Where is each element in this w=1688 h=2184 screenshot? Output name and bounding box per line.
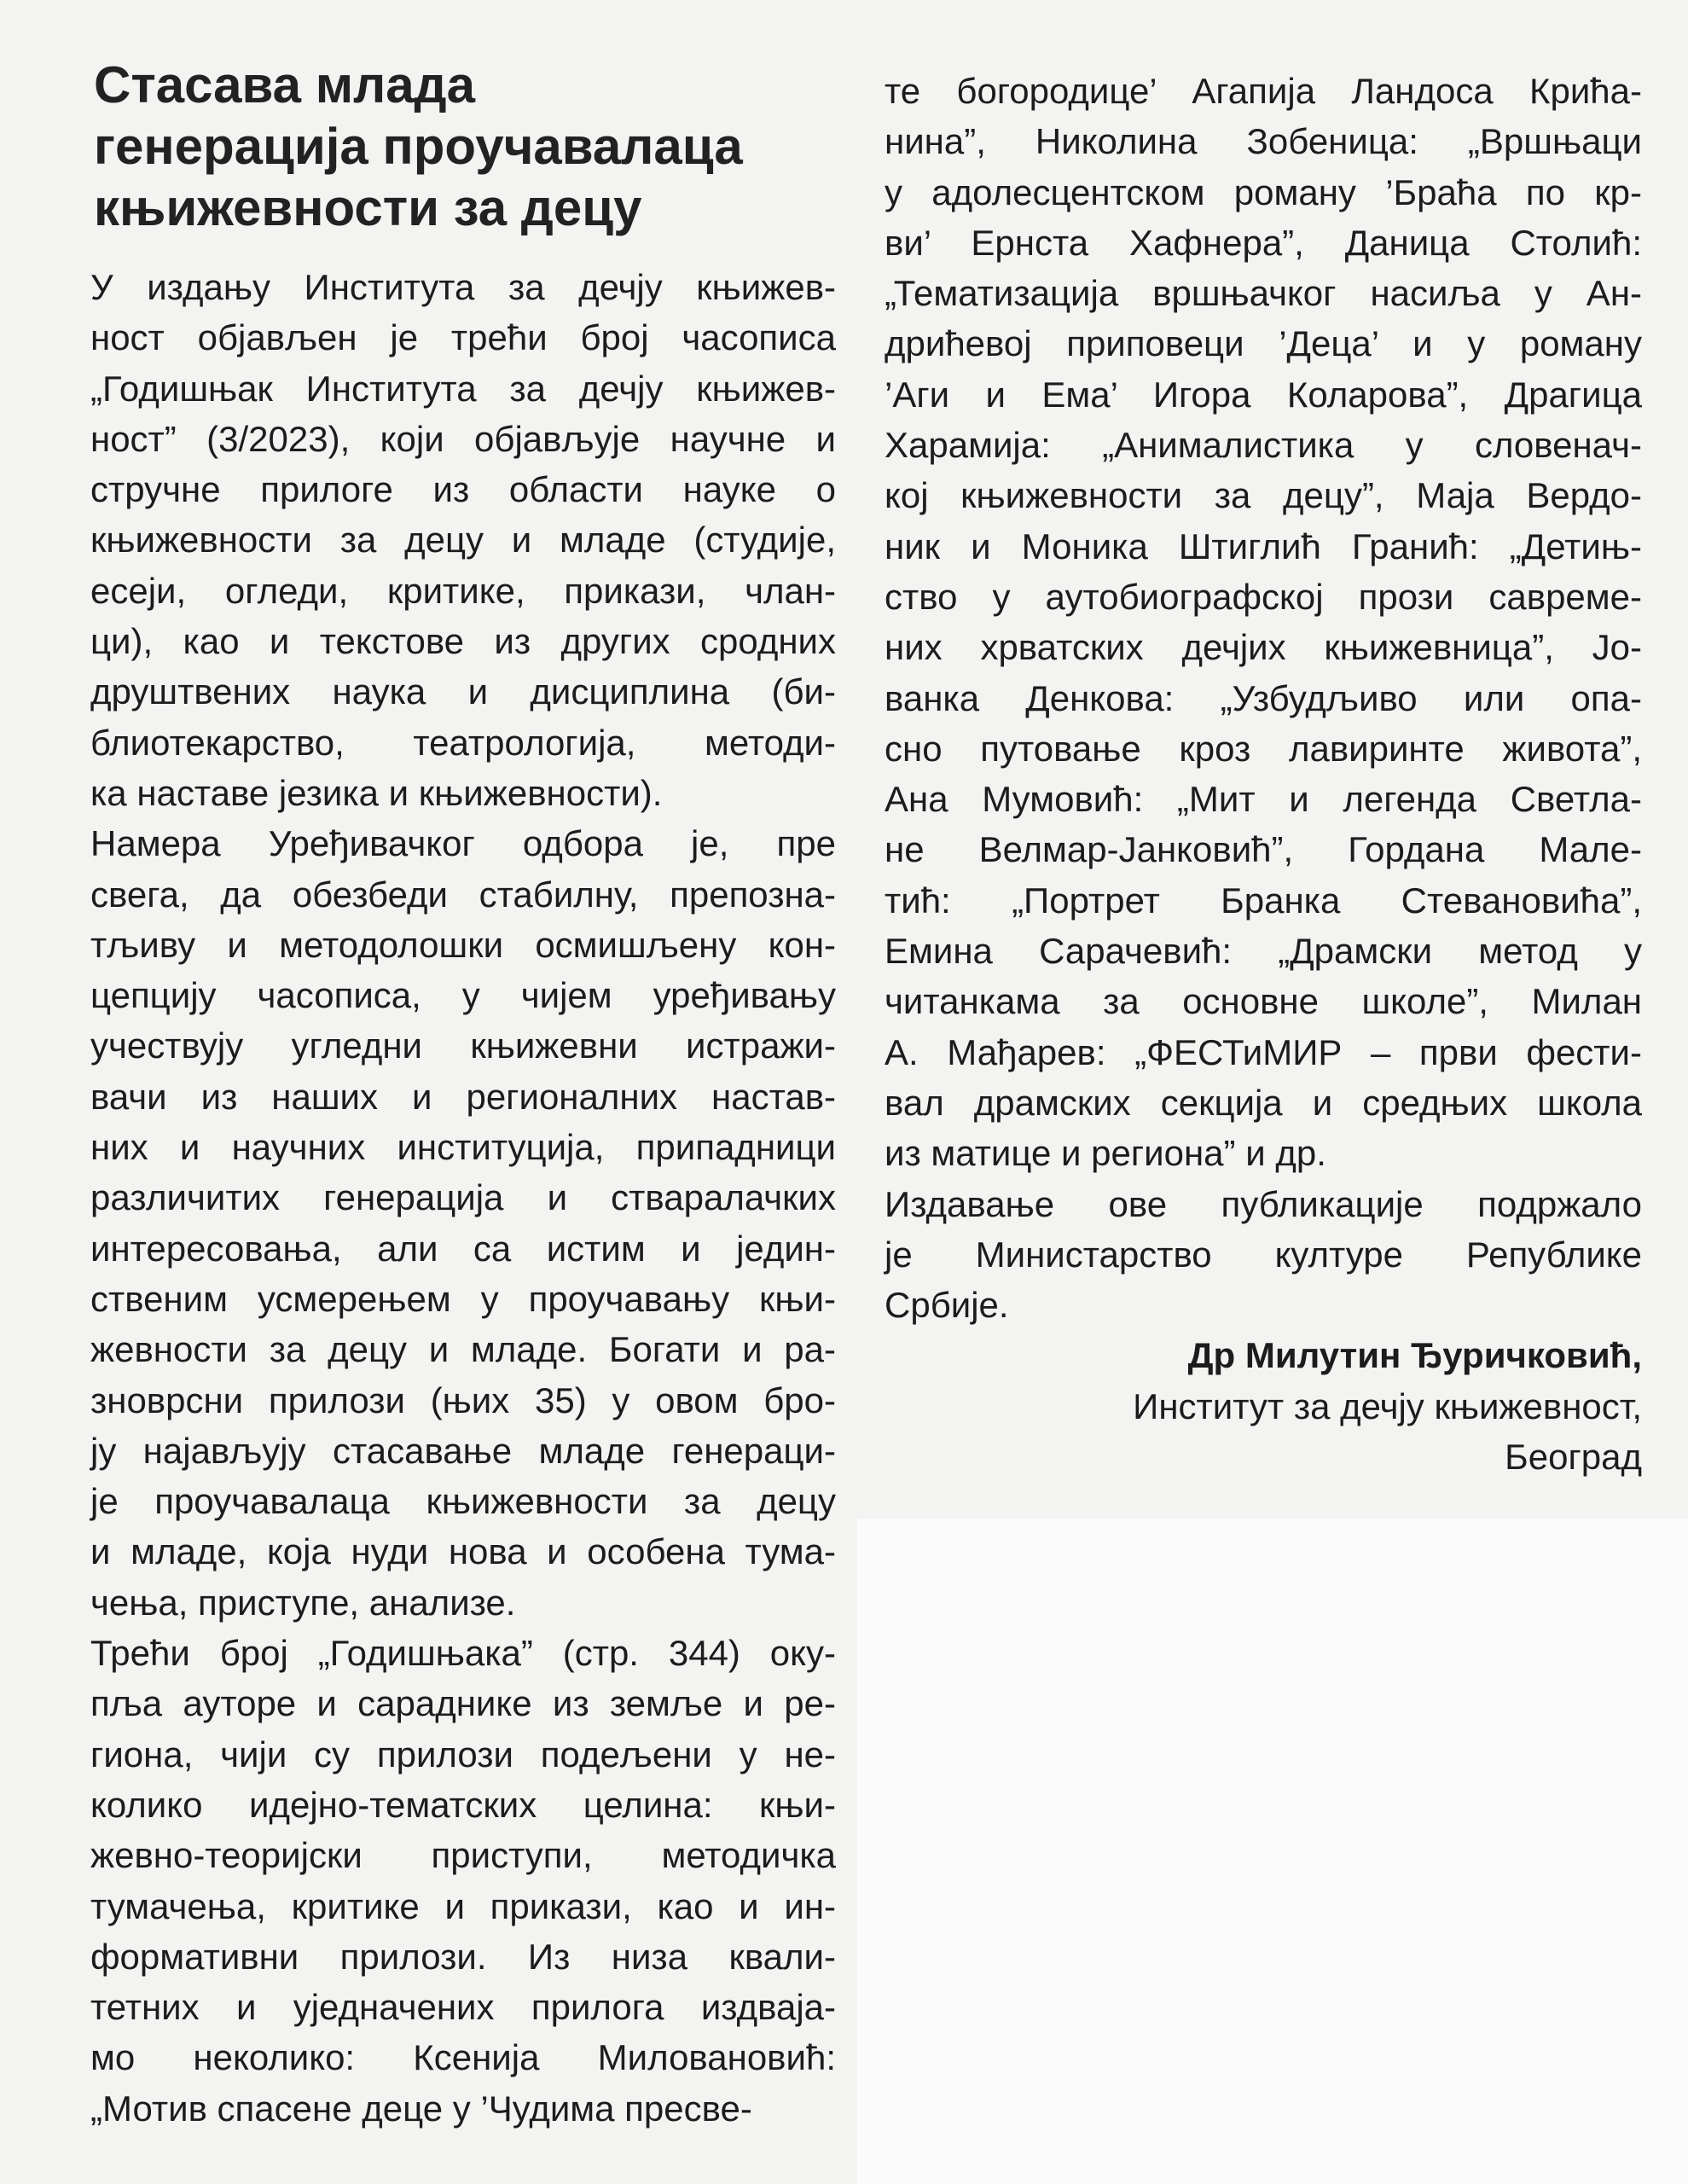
text-line: различитих генерација и стваралачких	[90, 1177, 836, 1218]
text-line: А. Мађарев: „ФЕСТиМИР – први фести-	[885, 1031, 1642, 1072]
text-line: Издавање ове публикације подржало	[885, 1183, 1642, 1224]
text-line: тић: „Портрет Бранка Стевановића”,	[885, 880, 1642, 921]
signature-city: Београд	[1505, 1437, 1642, 1478]
signature-institution: Институт за дечју књижевност,	[1133, 1385, 1642, 1426]
text-line: гиона, чији су прилози подељени у не-	[90, 1734, 836, 1774]
text-line: дрићевој приповеци ’Деца’ и у роману	[885, 323, 1642, 364]
title-line: Стасава млада	[94, 56, 476, 113]
text-line: Намера Уређивачког одбора је, пре	[90, 823, 836, 864]
text-line: Харамија: „Анималистика у словенач-	[885, 425, 1642, 466]
text-line: Емина Сарачевић: „Драмски метод у	[885, 931, 1642, 972]
right-column	[885, 66, 1642, 1482]
text-line: Србије.	[885, 1285, 1009, 1326]
text-line: свега, да обезбеди стабилну, препозна-	[90, 874, 836, 915]
text-line: нина”, Николина Зобеница: „Вршњаци	[885, 121, 1642, 162]
text-line: „Тематизација вршњачког насиља у Ан-	[885, 273, 1642, 314]
text-line: ство у аутобиографској прози савреме-	[885, 576, 1642, 617]
text-line: ју најављују стасавање младе генераци-	[90, 1430, 836, 1471]
text-line: Трећи број „Годишњака” (стр. 344) оку-	[90, 1633, 836, 1674]
text-line: чења, приступе, анализе.	[90, 1582, 516, 1623]
text-line: из матице и региона” и др.	[885, 1133, 1326, 1174]
text-line: цепцију часописа, у чијем уређивању	[90, 975, 836, 1016]
text-line: жевности за децу и младе. Богати и ра-	[90, 1329, 836, 1370]
title-line: генерација проучавалаца	[94, 118, 743, 175]
signature-author: Др Милутин Ђуричковић,	[1187, 1335, 1642, 1376]
text-line: те богородице’ Агапија Ландоса Крића-	[885, 71, 1642, 111]
article-title	[94, 55, 844, 239]
text-line: тетних и уједначених прилога издваја-	[90, 1987, 836, 2028]
title-line: књижевности за децу	[94, 179, 642, 236]
text-line: вал драмских секција и средњих школа	[885, 1082, 1642, 1123]
text-line: них хрватских дечјих књижевница”, Јо-	[885, 627, 1642, 668]
text-line: У издању Института за дечју књижев-	[90, 267, 836, 307]
text-line: ка наставе језика и књижевности).	[90, 772, 663, 813]
text-line: блиотекарство, театрологија, методи-	[90, 722, 836, 763]
text-line: у адолесцентском роману ’Браћа по кр-	[885, 171, 1642, 212]
text-line: есеји, огледи, критике, прикази, члан-	[90, 570, 836, 611]
text-line: „Годишњак Института за дечју књижев-	[90, 368, 836, 409]
text-line: тљиву и методолошки осмишљену кон-	[90, 924, 836, 965]
text-line: ност” (3/2023), који објављује научне и	[90, 418, 836, 459]
text-line: ’Аги и Ема’ Игора Коларова”, Драгица	[885, 374, 1642, 415]
text-line: не Велмар-Јанковић”, Гордана Мале-	[885, 829, 1642, 870]
blank-paper-area	[857, 1519, 1688, 2184]
text-line: ственим усмерењем у проучавању књи-	[90, 1278, 836, 1319]
text-line: формативни прилози. Из низа квали-	[90, 1936, 836, 1977]
text-line: учествују угледни књижевни истражи-	[90, 1025, 836, 1066]
text-line: ви’ Ернста Хафнера”, Даница Столић:	[885, 222, 1642, 263]
text-line: Ана Мумовић: „Мит и легенда Светла-	[885, 779, 1642, 820]
text-line: је Министарство културе Републике	[885, 1234, 1642, 1275]
text-line: тумачења, критике и прикази, као и ин-	[90, 1885, 836, 1926]
text-line: кој књижевности за децу”, Маја Вердо-	[885, 475, 1642, 516]
text-line: и младе, која нуди нова и особена тума-	[90, 1531, 836, 1572]
text-line: друштвених наука и дисциплина (би-	[90, 671, 836, 712]
text-line: је проучавалаца књижевности за децу	[90, 1481, 836, 1522]
text-line: сно путовање кроз лавиринте живота”,	[885, 728, 1642, 769]
text-line: жевно-теоријски приступи, методичка	[90, 1835, 836, 1876]
text-line: „Мотив спасене деце у ’Чудима пресве-	[90, 2088, 752, 2129]
text-line: ванка Денкова: „Узбудљиво или опа-	[885, 677, 1642, 718]
text-line: них и научних институција, припадници	[90, 1127, 836, 1168]
text-line: пља ауторе и сараднике из земље и ре-	[90, 1683, 836, 1724]
text-line: ник и Моника Штиглић Гранић: „Детињ-	[885, 526, 1642, 566]
text-line: вачи из наших и регионалних настав-	[90, 1076, 836, 1117]
left-column	[90, 262, 836, 2134]
text-line: стручне прилоге из области науке о	[90, 469, 836, 510]
text-line: читанкама за основне школе”, Милан	[885, 981, 1642, 1022]
text-line: ност објављен је трећи број часописа	[90, 317, 836, 358]
text-line: ци), као и текстове из других сродних	[90, 621, 836, 662]
text-line: књижевности за децу и младе (студије,	[90, 520, 836, 561]
text-line: колико идејно-тематских целина: књи-	[90, 1784, 836, 1825]
text-line: интересовања, али са истим и једин-	[90, 1228, 836, 1269]
text-line: зноврсни прилози (њих 35) у овом бро-	[90, 1380, 836, 1420]
text-line: мо неколико: Ксенија Миловановић:	[90, 2037, 836, 2078]
